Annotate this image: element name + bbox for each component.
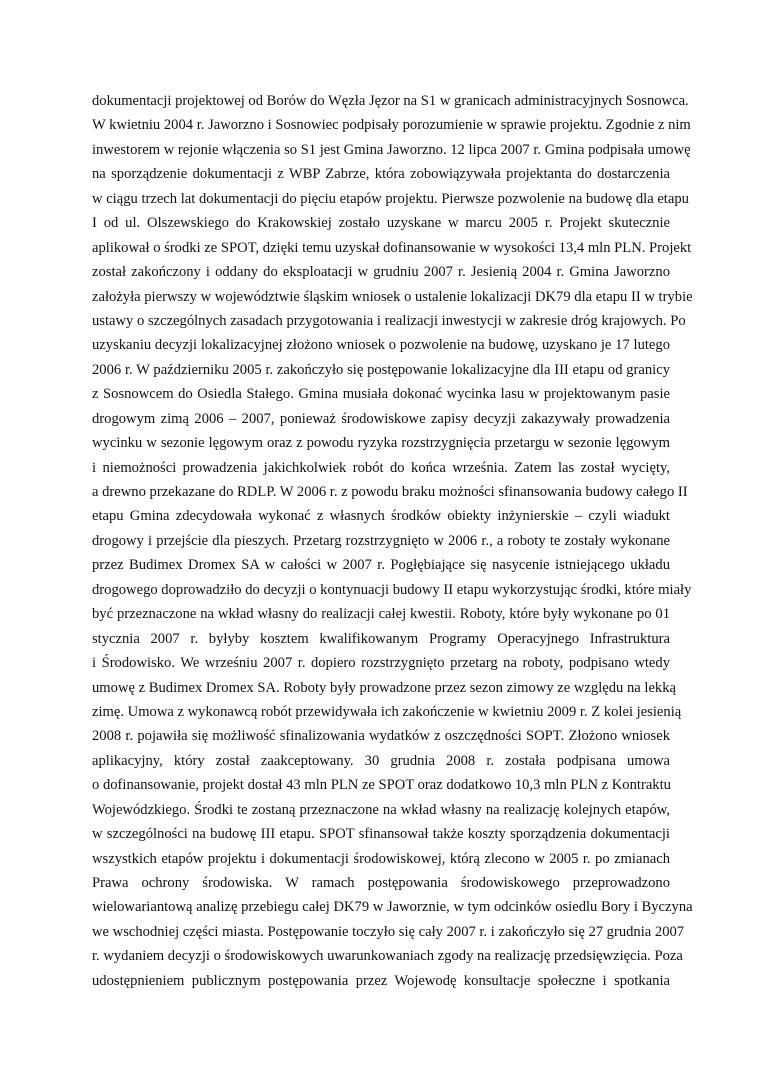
text-line: wszystkich etapów projektu i dokumentacji środowiskowej, którą zlecono w 2005 r. po zmianach xyxy=(92,850,670,867)
text-line: udostępnieniem publicznym postępowania przez Wojewodę konsultacje społeczne i spotkania xyxy=(92,972,670,989)
text-line: we wschodniej części miasta. Postępowanie toczyło się cały 2007 r. i zakończyło się 27 grudnia 2007 xyxy=(92,923,685,940)
text-line: Prawa ochrony środowiska. W ramach postępowania środowiskowego przeprowadzono xyxy=(92,875,670,891)
text-line: etapu Gmina zdecydowała wykonać z własnych środków obiekty inżynierskie – czyli wiadukt xyxy=(92,508,670,525)
text-line: o dofinansowanie, projekt dostał 43 mln PLN ze SPOT oraz dodatkowo 10,3 mln PLN z Kontraktu xyxy=(92,777,671,794)
text-line: a drewno przekazane do RDLP. W 2006 r. z powodu braku możności sfinansowania budowy całego II xyxy=(92,484,688,500)
text-line: na sporządzenie dokumentacji z WBP Zabrze, która zobowiązywała projektanta do dostarczenia xyxy=(92,166,670,183)
text-line: zimę. Umowa z wykonawcą robót przewidywała ich zakończenie w kwietniu 2009 r. Z kolei jesienią xyxy=(92,703,682,720)
text-line: w ciągu trzech lat dokumentacji do pięciu etapów projektu. Pierwsze pozwolenie na budowę dla etapu xyxy=(92,190,689,207)
text-line: r. wydaniem decyzji o środowiskowych uwarunkowaniach zgody na realizację przedsięwzięcia. Poza xyxy=(92,948,683,965)
text-line: założyła pierwszy w województwie śląskim wniosek o ustalenie lokalizacji DK79 dla etapu II w trybie xyxy=(92,288,693,305)
text-line: drogowy i przejście dla pieszych. Przetarg rozstrzygnięto w 2006 r., a roboty te zostały wykonane xyxy=(92,532,670,549)
text-line: inwestorem w rejonie włączenia so S1 jest Gmina Jaworzno. 12 lipca 2007 r. Gmina podpisała umowę xyxy=(92,141,691,158)
text-line: ustawy o szczególnych zasadach przygotowania i realizacji inwestycji w zakresie dróg krajowych. Po xyxy=(92,312,686,329)
text-line: przez Budimex Dromex SA w całości w 2007 r. Pogłębiające się nasycenie istniejącego układu xyxy=(92,557,670,574)
text-line: W kwietniu 2004 r. Jaworzno i Sosnowiec podpisały porozumienie w sprawie projektu. Zgodnie z nim xyxy=(92,117,691,134)
text-line: wielowariantową analizę przebiegu całej DK79 w Jaworznie, w tym odcinków osiedlu Bory i Byczyna xyxy=(92,899,693,916)
text-line: 2006 r. W październiku 2005 r. zakończyło się postępowanie lokalizacyjne dla III etapu od granicy xyxy=(92,361,670,378)
text-line: drogowego doprowadziło do decyzji o kontynuacji budowy II etapu wykorzystując środki, które miały xyxy=(92,581,692,598)
text-line: być przeznaczone na wkład własny do realizacji całej kwestii. Roboty, które były wykonane po 01 xyxy=(92,606,670,623)
text-line: i niemożności prowadzenia jakichkolwiek robót do końca września. Zatem las został wycięty, xyxy=(92,459,670,476)
body-text xyxy=(92,89,693,993)
text-line: i Środowisko. We wrześniu 2007 r. dopiero rozstrzygnięto przetarg na roboty, podpisano wtedy xyxy=(92,655,670,672)
text-line: dokumentacji projektowej od Borów do Węzła Jęzor na S1 w granicach administracyjnych Sosnowca. xyxy=(92,93,689,109)
text-line: aplikował o środki ze SPOT, dzięki temu uzyskał dofinansowanie w wysokości 13,4 mln PLN. Projekt xyxy=(92,239,692,256)
text-line: uzyskaniu decyzji lokalizacyjnej złożono wniosek o pozwolenie na budowę, uzyskano je 17 lutego xyxy=(92,337,670,354)
text-line: I od ul. Olszewskiego do Krakowskiej zostało uzyskane w marcu 2005 r. Projekt skutecznie xyxy=(92,215,670,232)
text-line: Wojewódzkiego. Środki te zostaną przeznaczone na wkład własny na realizację kolejnych etapów, xyxy=(92,801,670,818)
text-line: drogowym zimą 2006 – 2007, ponieważ środowiskowe zapisy decyzji zakazywały prowadzenia xyxy=(92,410,670,427)
text-line: umowę z Budimex Dromex SA. Roboty były prowadzone przez sezon zimowy ze względu na lekką xyxy=(92,679,676,696)
text-line: aplikacyjny, który został zaakceptowany. 30 grudnia 2008 r. została podpisana umowa xyxy=(92,752,670,769)
text-line: w szczególności na budowę III etapu. SPOT sfinansował także koszty sporządzenia dokumentacji xyxy=(92,826,670,843)
text-line: z Sosnowcem do Osiedla Stałego. Gmina musiała dokonać wycinka lasu w projektowanym pasie xyxy=(92,386,670,403)
text-line: wycinku w sezonie lęgowym oraz z powodu ryzyka rozstrzygnięcia przetargu w sezonie lęgowym xyxy=(92,435,670,452)
text-line: 2008 r. pojawiła się możliwość sfinalizowania wydatków z oszczędności SOPT. Złożono wniosek xyxy=(92,728,670,745)
text-line: stycznia 2007 r. byłyby kosztem kwalifikowanym Programy Operacyjnego Infrastruktura xyxy=(92,630,670,647)
text-line: został zakończony i oddany do eksploatacji w grudniu 2007 r. Jesienią 2004 r. Gmina Jaworzno xyxy=(92,264,670,281)
